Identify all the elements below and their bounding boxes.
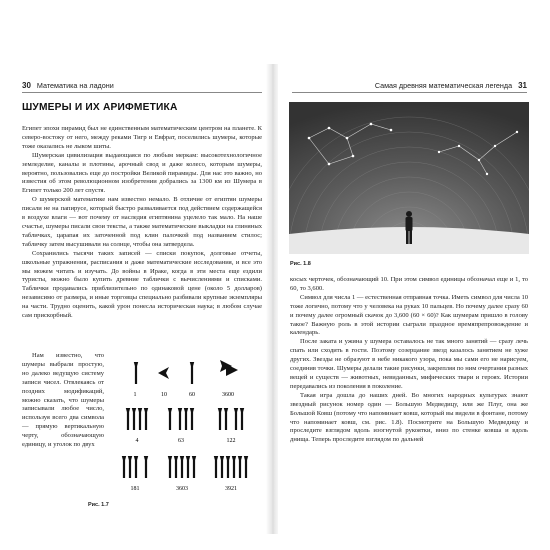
paragraph: Нам известно, что шумеры выбрали простую, но далеко ведущую систему записи чисел. Отвлекаясь от поздних модификаций, можно сказать, что шумеры записывали любое число, используя всего два символа — прямую вертикальную черту, обозначающую единицу, и уголок по двух <box>22 352 104 449</box>
section-title: ШУМЕРЫ И ИХ АРИФМЕТИКА <box>22 102 178 113</box>
paragraph: О шумерской математике нам известно немало. В отличие от египтян шумеры писали не на папирусе, который быстро разваливается под действием содержащейся в воздухе влаги — вот почему от наследия египтянина уцелело так мало. На наше счастье, шумеры писали свои тексты, а также математические выкладки на глиняных табличках, царапая их заточенной под клин палочкой под названием стилос; табличку затем высушивали на солнце, чтобы она затвердела. <box>22 196 262 248</box>
numeral-10-glyph <box>158 367 169 379</box>
numeral-4-glyph <box>126 408 148 430</box>
numeral-3603-glyph <box>168 456 196 478</box>
left-running-head-text: Математика на ладони <box>36 80 114 90</box>
left-page-number: 30 <box>22 80 31 90</box>
numeral-3921-glyph <box>214 456 248 478</box>
numeral-181-glyph <box>122 456 148 478</box>
right-body-text <box>290 276 528 445</box>
right-running-head <box>292 79 527 93</box>
figure-1-7-caption: Рис. 1.7 <box>88 502 109 508</box>
paragraph: Шумерская цивилизация выдающаяся по любым меркам: высокотехнологичное земледелие, каналы и плотины, арочный свод и даже колесо, которым шумеры, вероятно, пользовались еще до постройки Великой пирамиды. Для нас это важно, но известия об этом революционном изобретении добрались за 1300 км из Шумера в Египет только 200 лет спустя. <box>22 151 262 195</box>
numeral-label: 3921 <box>225 486 237 492</box>
figure-1-8-caption: Рис. 1.8 <box>290 261 311 267</box>
left-running-head <box>22 79 262 93</box>
numeral-63-glyph <box>168 408 194 430</box>
sumerian-numerals-figure <box>108 352 264 504</box>
numeral-122-glyph <box>218 408 244 430</box>
numeral-3600-glyph <box>220 360 238 376</box>
numeral-1-glyph <box>134 362 138 384</box>
numeral-label: 63 <box>178 438 184 444</box>
numeral-label: 181 <box>130 486 140 492</box>
numeral-label: 4 <box>135 438 139 444</box>
paragraph: Символ для числа 1 — естественная отправная точка. Иметь символ для числа 10 тоже логично, потому что у человека на руках 10 пальцев. Но почему далее сразу 60 и почему далее огромный скачок до 3,600 (60 × 60)? Как шумерам пришло в голову такое? Важную роль в этой истории сыграли праздное времяпрепровождение и календарь. <box>290 293 528 337</box>
left-body-text <box>22 125 262 321</box>
night-sky-illustration <box>289 102 529 254</box>
right-running-head-text: Самая древняя математическая легенда <box>374 80 513 90</box>
paragraph: косых черточек, обозначающий 10. При этом символ единицы обозначал еще и 1, то 60, то 3,600. <box>290 276 528 292</box>
paragraph: Египет эпохи пирамид был не единственным математическим центром на планете. К северо-востоку от него, между реками Тигр и Евфрат, поселились шумеры, которые тоже оказались не лыком шиты. <box>22 125 262 150</box>
paragraph: Сохранились тысячи таких записей — списки покупок, долговые отчеты, школьные упражнения, расписания и даже математические исследования, и все это мы можем читать и изучать. До войны в Ираке, когда в эти места еще ездили туристы, можно было купить древние таблички с вычислениями и списками. Таблички продавались приблизительно по одинаковой цене (около 5 долларов) независимо от размера, и иные торговцы специально разбивали крупные экземпляры на части. Трудно оценить, какой урон понесла историческая наука; в любом случае сам прискорбный. <box>22 249 262 320</box>
numeral-label: 60 <box>189 392 195 398</box>
numeral-60-glyph <box>190 362 194 384</box>
paragraph: Такая игра дошла до наших дней. Во многих народных культурах знают звездный рисунок номер один — Большую Медведицу, или же Плуг, она же Большой Ковш (потому что напоминает ковш, который вы видели в фонтане, потому что напоминает ковш, см. рис. 1.8). Посмотрите на Большую Медведицу и проследите взглядом вдоль изогнутой рукоятки, вниз по стенке ковша и вдоль днища. Теперь проследите взглядом по дальней <box>290 391 528 444</box>
numeral-label: 3600 <box>222 392 234 398</box>
numeral-label: 3603 <box>176 486 188 492</box>
numeral-label: 1 <box>133 392 137 398</box>
right-page-number: 31 <box>518 80 527 90</box>
left-narrow-text <box>22 352 104 450</box>
ground <box>289 227 529 254</box>
numeral-label: 122 <box>226 438 236 444</box>
paragraph: После заката и ужина у шумера оставалось не так много занятий — сразу лечь спать или сходить в гости. Поэтому созерцание звезд казалось занятием не хуже других. Звезды не образуют в небе никакого узора, пока мы сами его не нарисуем, соединив точки. Шумеры делали такие рисунки, закрепляя по ним очертания разных вещей и существ — животных, невиданных, мифических твари и героях. Истории передавались из поколения в поколение. <box>290 338 528 390</box>
numeral-label: 10 <box>161 392 167 398</box>
